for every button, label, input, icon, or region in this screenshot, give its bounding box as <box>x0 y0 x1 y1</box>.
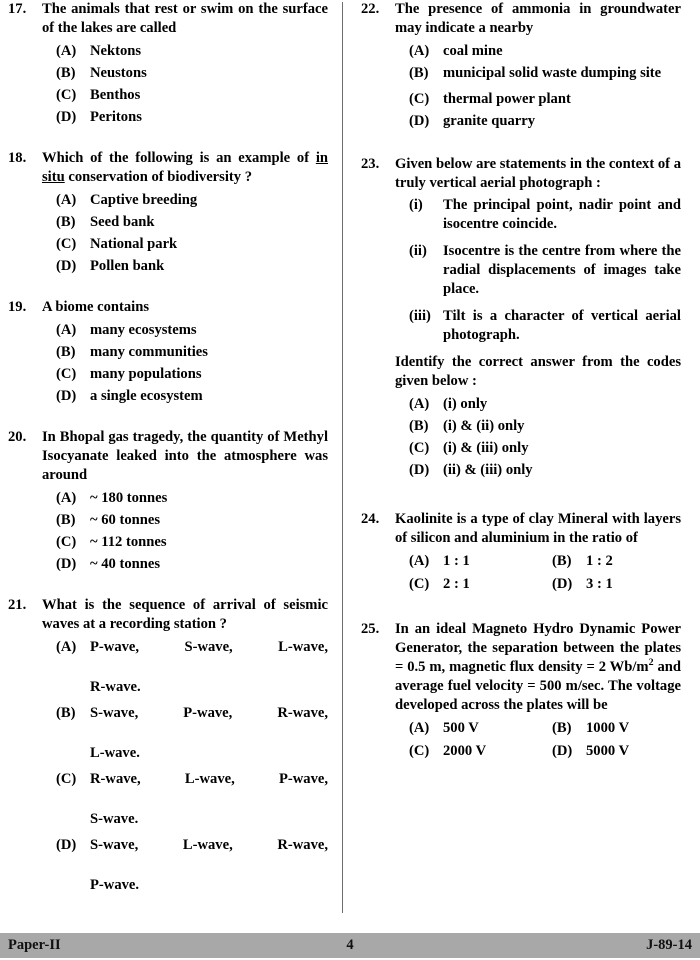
statements-list <box>395 196 681 345</box>
column-divider <box>342 2 343 913</box>
footer-paper-code: J-89-14 <box>646 937 692 953</box>
option-marker: (A) <box>56 639 77 655</box>
option-b[interactable] <box>42 212 328 232</box>
option-label: 3 : 1 <box>586 576 613 592</box>
option-label-line1: S-wave, L-wave, R-wave, <box>90 837 328 853</box>
question-24 <box>361 510 681 594</box>
option-label: 2000 V <box>443 743 487 759</box>
option-c[interactable] <box>395 438 681 458</box>
statement-i <box>395 196 681 234</box>
option-b[interactable] <box>42 63 328 83</box>
options-list <box>42 637 328 895</box>
option-marker: (A) <box>409 553 430 569</box>
footer-page-number: 4 <box>346 937 354 953</box>
option-label: Seed bank <box>90 214 155 230</box>
options-list <box>42 320 328 406</box>
question-stem: What is the sequence of arrival of seismic waves at a recording station ? <box>42 597 328 632</box>
question-number: 21. <box>8 597 27 613</box>
option-label-line2: R-wave. <box>90 679 141 695</box>
options-list <box>42 488 328 574</box>
option-c[interactable] <box>395 574 538 594</box>
option-label: municipal solid waste dumping site <box>443 65 662 81</box>
option-c[interactable] <box>42 364 328 384</box>
option-label: Benthos <box>90 87 141 103</box>
option-marker: (C) <box>56 771 77 787</box>
option-label: National park <box>90 236 178 252</box>
option-c[interactable] <box>42 234 328 254</box>
option-marker: (B) <box>552 553 572 569</box>
statement-marker: (iii) <box>409 308 431 324</box>
option-a[interactable] <box>395 394 681 414</box>
options-list <box>395 394 681 480</box>
option-marker: (D) <box>409 462 430 478</box>
options-list <box>42 190 328 276</box>
option-label: 1 : 1 <box>443 553 470 569</box>
option-marker: (D) <box>409 113 430 129</box>
option-marker: (B) <box>552 720 572 736</box>
option-marker: (C) <box>409 91 430 107</box>
option-label: 1000 V <box>586 720 630 736</box>
option-marker: (A) <box>56 322 77 338</box>
option-marker: (C) <box>409 440 430 456</box>
question-stem <box>42 149 328 187</box>
option-marker: (B) <box>409 65 429 81</box>
option-marker: (D) <box>56 388 77 404</box>
question-20 <box>8 428 328 574</box>
stem-part-pre: Which of the following is an example of <box>42 150 316 166</box>
option-c[interactable] <box>395 741 538 761</box>
option-marker: (B) <box>56 214 76 230</box>
option-label: 2 : 1 <box>443 576 470 592</box>
option-label: Neustons <box>90 65 147 81</box>
question-18 <box>8 149 328 276</box>
option-label: coal mine <box>443 43 503 59</box>
option-marker: (C) <box>409 576 430 592</box>
option-marker: (C) <box>56 87 77 103</box>
option-label: 1 : 2 <box>586 553 613 569</box>
option-marker: (D) <box>552 576 573 592</box>
option-label: 500 V <box>443 720 479 736</box>
option-label: (i) only <box>443 396 488 412</box>
option-a[interactable] <box>42 41 328 61</box>
option-d[interactable] <box>538 574 681 594</box>
option-marker: (D) <box>56 258 77 274</box>
option-a[interactable] <box>42 190 328 210</box>
option-marker: (C) <box>56 366 77 382</box>
stem-superscript: 2 <box>648 657 654 669</box>
question-number: 19. <box>8 299 27 315</box>
option-d[interactable] <box>42 835 328 895</box>
footer-inner <box>0 933 700 958</box>
option-label: many populations <box>90 366 202 382</box>
option-label: thermal power plant <box>443 91 571 107</box>
options-row <box>395 718 681 738</box>
option-marker: (C) <box>409 743 430 759</box>
options-list <box>42 41 328 127</box>
question-stem: The animals that rest or swim on the surface of the lakes are called <box>42 1 328 36</box>
question-17 <box>8 0 328 127</box>
right-column <box>361 0 681 775</box>
question-number: 22. <box>361 1 380 17</box>
option-marker: (B) <box>56 705 76 721</box>
option-marker: (A) <box>56 192 77 208</box>
options-row <box>395 574 681 594</box>
option-label: many ecosystems <box>90 322 197 338</box>
option-b[interactable] <box>538 718 681 738</box>
question-stem: A biome contains <box>42 299 150 315</box>
question-23 <box>361 155 681 480</box>
option-marker: (D) <box>56 837 77 853</box>
option-label: ~ 112 tonnes <box>90 534 167 550</box>
option-label: (ii) & (iii) only <box>443 462 533 478</box>
option-b[interactable] <box>395 63 681 83</box>
option-label-line1: S-wave, P-wave, R-wave, <box>90 705 328 721</box>
option-label-line2: P-wave. <box>90 877 140 893</box>
stem-part-post: conservation of biodiversity ? <box>64 169 252 185</box>
option-label: a single ecosystem <box>90 388 203 404</box>
option-label: ~ 60 tonnes <box>90 512 161 528</box>
statement-marker: (i) <box>409 197 423 213</box>
options-grid <box>395 551 681 594</box>
page-footer <box>0 933 700 958</box>
option-marker: (C) <box>56 236 77 252</box>
question-number: 17. <box>8 1 27 17</box>
option-label: ~ 180 tonnes <box>90 490 168 506</box>
statement-iii <box>395 307 681 345</box>
option-label: Nektons <box>90 43 142 59</box>
option-marker: (D) <box>552 743 573 759</box>
question-21 <box>8 596 328 895</box>
left-column <box>8 0 328 909</box>
question-22 <box>361 0 681 131</box>
question-stem: The presence of ammonia in groundwater may indicate a nearby <box>395 1 681 36</box>
option-c[interactable] <box>42 85 328 105</box>
option-marker: (B) <box>56 512 76 528</box>
option-label-line1: P-wave, S-wave, L-wave, <box>90 639 328 655</box>
option-c[interactable] <box>42 532 328 552</box>
option-marker: (B) <box>56 344 76 360</box>
statement-text: Tilt is a character of vertical aerial photograph. <box>443 308 681 343</box>
option-label-line2: L-wave. <box>90 745 140 761</box>
option-a[interactable] <box>42 637 328 697</box>
option-label: many communities <box>90 344 208 360</box>
option-marker: (A) <box>409 43 430 59</box>
options-row <box>395 551 681 571</box>
option-marker: (A) <box>409 396 430 412</box>
statement-ii <box>395 242 681 299</box>
option-marker: (A) <box>56 490 77 506</box>
option-label: Pollen bank <box>90 258 165 274</box>
footer-paper-label: Paper-II <box>8 937 61 953</box>
question-stem: In Bhopal gas tragedy, the quantity of Methyl Isocyanate leaked into the atmosphere was around <box>42 429 328 483</box>
option-b[interactable] <box>42 703 328 763</box>
question-number: 23. <box>361 156 380 172</box>
question-stem: Given below are statements in the context of a truly vertical aerial photograph : <box>395 156 681 191</box>
option-label: (i) & (ii) only <box>443 418 525 434</box>
options-list <box>395 41 681 131</box>
statement-marker: (ii) <box>409 243 427 259</box>
option-c[interactable] <box>395 89 681 109</box>
option-marker: (D) <box>56 109 77 125</box>
question-25 <box>361 620 681 761</box>
question-instruction: Identify the correct answer from the codes given below : <box>395 354 681 389</box>
option-label: ~ 40 tonnes <box>90 556 161 572</box>
option-d[interactable] <box>42 256 328 276</box>
question-stem: Kaolinite is a type of clay Mineral with layers of silicon and aluminium in the ratio of <box>395 511 681 546</box>
option-label-line2: S-wave. <box>90 811 139 827</box>
option-marker: (B) <box>56 65 76 81</box>
options-row <box>395 741 681 761</box>
option-b[interactable] <box>395 416 681 436</box>
statement-text: The principal point, nadir point and isocentre coincide. <box>443 197 681 232</box>
option-label-line1: R-wave, L-wave, P-wave, <box>90 771 328 787</box>
stem-part-2: and average fuel velocity = 500 m/sec. The voltage developed across the plates will be <box>395 659 681 713</box>
option-label: 5000 V <box>586 743 630 759</box>
option-a[interactable] <box>395 41 681 61</box>
option-marker: (C) <box>56 534 77 550</box>
option-b[interactable] <box>538 551 681 571</box>
option-c[interactable] <box>42 769 328 829</box>
option-label: Peritons <box>90 109 142 125</box>
option-label: (i) & (iii) only <box>443 440 529 456</box>
option-d[interactable] <box>395 460 681 480</box>
stem-part-1: In an ideal Magneto Hydro Dynamic Power Generator, the separation between the plates = 0.5 m, magnetic flux density = 2 Wb/m <box>395 621 681 675</box>
question-number: 18. <box>8 150 27 166</box>
option-d[interactable] <box>395 111 681 131</box>
option-marker: (A) <box>409 720 430 736</box>
options-grid <box>395 718 681 761</box>
option-a[interactable] <box>42 320 328 340</box>
option-d[interactable] <box>538 741 681 761</box>
option-marker: (D) <box>56 556 77 572</box>
stem-emphasis: in situ <box>42 150 328 185</box>
option-d[interactable] <box>42 386 328 406</box>
option-d[interactable] <box>42 107 328 127</box>
option-label: granite quarry <box>443 113 536 129</box>
question-19 <box>8 298 328 406</box>
option-marker: (B) <box>409 418 429 434</box>
option-a[interactable] <box>42 488 328 508</box>
question-number: 25. <box>361 621 380 637</box>
question-number: 24. <box>361 511 380 527</box>
option-a[interactable] <box>395 718 538 738</box>
option-label: Captive breeding <box>90 192 198 208</box>
question-number: 20. <box>8 429 27 445</box>
statement-text: Isocentre is the centre from where the radial displacements of images take place. <box>443 243 681 297</box>
option-marker: (A) <box>56 43 77 59</box>
option-b[interactable] <box>42 510 328 530</box>
option-b[interactable] <box>42 342 328 362</box>
option-d[interactable] <box>42 554 328 574</box>
option-a[interactable] <box>395 551 538 571</box>
question-stem <box>395 620 681 715</box>
